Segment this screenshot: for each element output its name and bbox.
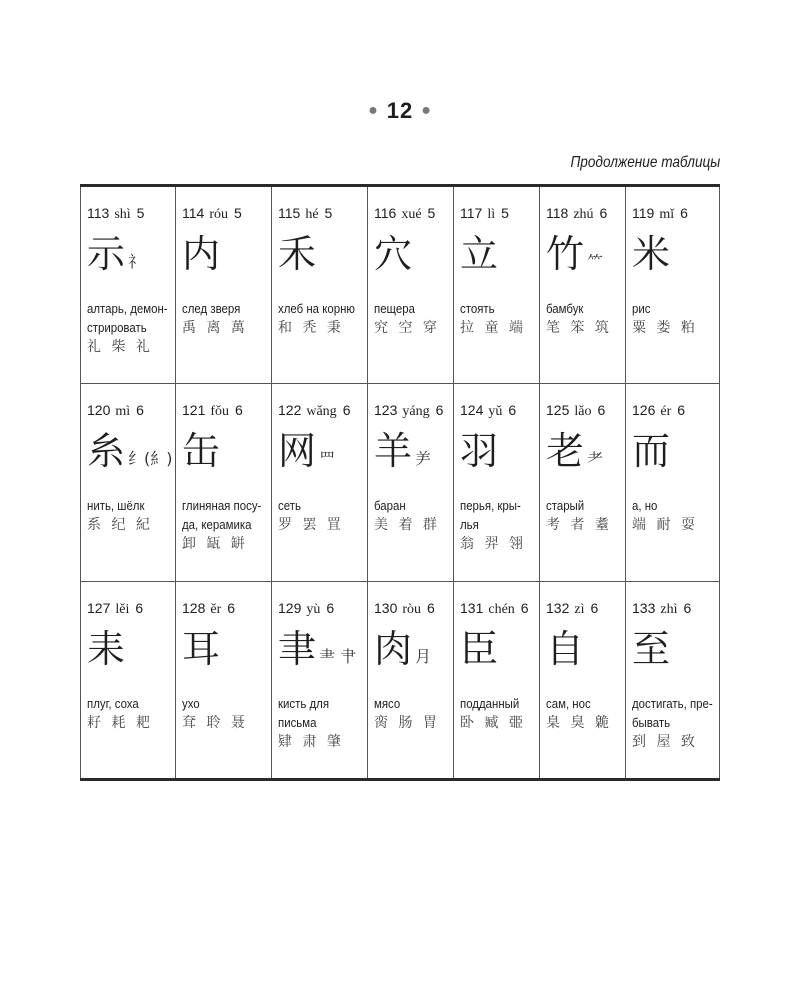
radical-glyph-row: [546, 426, 621, 482]
radical-meaning: пещера: [374, 301, 415, 316]
radical-character: 禾: [278, 232, 317, 276]
radical-pinyin: lěi: [115, 602, 130, 617]
stroke-count: 5: [324, 205, 333, 221]
radical-header: [87, 205, 171, 223]
radical-meaning: баран: [374, 498, 406, 513]
radical-header: [460, 205, 535, 223]
radical-cell: [626, 384, 720, 582]
radical-pinyin: zhì: [660, 602, 678, 617]
radical-glyph-row: [182, 229, 267, 285]
radical-glyph-row: [460, 426, 535, 482]
radical-variant: ⺻ 肀: [319, 647, 357, 666]
radical-glyph-row: [374, 229, 449, 285]
example-characters: 美 着 群: [374, 517, 440, 533]
example-characters: 拉 童 端: [460, 320, 526, 336]
stroke-count: 6: [227, 600, 236, 616]
radical-meaning: сам, нос: [546, 696, 591, 711]
radical-character: 肉: [374, 627, 413, 671]
stroke-count: 6: [520, 600, 529, 616]
example-characters: 臬 臭 臲: [546, 715, 612, 731]
radical-meaning: плуг, соха: [87, 696, 139, 711]
radical-number: 116: [374, 205, 397, 221]
stroke-count: 6: [590, 600, 599, 616]
radical-character: 示: [87, 232, 126, 276]
example-characters: 卸 缻 缾: [182, 536, 248, 552]
radical-glyph-row: [546, 229, 621, 285]
example-characters: 笔 笨 筑: [546, 320, 612, 336]
radical-glyph-row: [632, 229, 715, 285]
radical-header: [632, 205, 715, 223]
radical-cell: [540, 186, 626, 384]
radical-pinyin: ér: [660, 404, 672, 419]
radical-meaning: сеть: [278, 498, 301, 513]
radical-pinyin: fǒu: [210, 404, 230, 419]
radical-number: 113: [87, 205, 110, 221]
radical-character: 糸: [87, 429, 126, 473]
radical-pinyin: ěr: [210, 602, 222, 617]
example-characters: 耔 耗 耙: [87, 715, 153, 731]
radical-character: 穴: [374, 232, 413, 276]
table-row: [81, 186, 720, 384]
radical-glyph-row: [374, 426, 449, 482]
radical-meaning: мясо: [374, 696, 401, 711]
radical-glyph-row: [632, 624, 715, 680]
radical-number: 119: [632, 205, 655, 221]
radical-character: 耳: [182, 627, 221, 671]
table-row: [81, 384, 720, 582]
table-continuation-caption: Продолжение таблицы: [570, 154, 720, 171]
example-characters: 禹 离 萬: [182, 320, 248, 336]
stroke-count: 6: [597, 402, 606, 418]
stroke-count: 6: [135, 600, 144, 616]
radical-cell: [626, 582, 720, 780]
example-characters: 耷 聆 聂: [182, 715, 248, 731]
radical-cell: [368, 582, 454, 780]
radical-header: [182, 205, 267, 223]
radical-character: 米: [632, 232, 671, 276]
radical-number: 131: [460, 600, 484, 616]
example-characters: 考 者 耋: [546, 517, 612, 533]
stroke-count: 5: [234, 205, 242, 221]
radical-pinyin: mǐ: [659, 207, 675, 222]
radical-header: [374, 205, 449, 223]
stroke-count: 6: [136, 402, 144, 418]
radical-meaning: стоять: [460, 301, 495, 316]
radical-glyph-row: [87, 426, 171, 482]
radical-cell: [626, 186, 720, 384]
radical-glyph-row: [460, 229, 535, 285]
radical-cell: [176, 186, 272, 384]
example-characters: 肄 肃 肇: [278, 734, 344, 750]
radical-meaning: достигать, пре-бывать: [632, 696, 713, 730]
radical-character: 老: [546, 429, 585, 473]
radical-pinyin: yǔ: [488, 404, 503, 419]
radical-meaning: рис: [632, 301, 651, 316]
radical-character: 缶: [182, 429, 221, 473]
radical-cell: [540, 582, 626, 780]
radical-header: [182, 600, 267, 618]
radical-glyph-row: [182, 624, 267, 680]
table-row: [81, 582, 720, 780]
radical-header: [182, 402, 267, 420]
radical-cell: [368, 186, 454, 384]
radical-table-body: [81, 186, 720, 780]
radical-variant: 纟(糹): [128, 449, 173, 468]
bullet-icon: ●: [421, 102, 432, 119]
page-number: [0, 98, 800, 124]
radical-pinyin: zì: [574, 602, 585, 617]
radical-meaning: перья, кры-лья: [460, 498, 521, 532]
example-characters: 卧 臧 臦: [460, 715, 526, 731]
radical-meaning: ухо: [182, 696, 200, 711]
example-characters: 系 纪 紀: [87, 517, 153, 533]
radical-character: 耒: [87, 627, 126, 671]
radical-header: [460, 600, 535, 618]
radical-number: 130: [374, 600, 398, 616]
radical-cell: [454, 582, 540, 780]
radical-glyph-row: [374, 624, 449, 680]
radical-cell: [454, 384, 540, 582]
example-characters: 究 空 穿: [374, 320, 440, 336]
radical-number: 127: [87, 600, 111, 616]
stroke-count: 6: [342, 402, 351, 418]
radical-meaning: подданный: [460, 696, 520, 711]
radical-pinyin: róu: [209, 207, 228, 222]
radical-meaning: хлеб на корню: [278, 301, 355, 316]
example-characters: 和 秃 秉: [278, 320, 344, 336]
stroke-count: 5: [427, 205, 436, 221]
radical-header: [278, 600, 363, 618]
stroke-count: 6: [427, 600, 435, 616]
radical-glyph-row: [632, 426, 715, 482]
radical-meaning: а, но: [632, 498, 658, 513]
radical-character: 至: [632, 627, 671, 671]
radical-table: [80, 184, 720, 781]
radical-cell: [454, 186, 540, 384]
radical-glyph-row: [278, 624, 363, 680]
radical-header: [632, 402, 715, 420]
stroke-count: 6: [326, 600, 335, 616]
stroke-count: 6: [235, 402, 243, 418]
radical-number: 128: [182, 600, 206, 616]
radical-header: [87, 402, 171, 420]
radical-cell: [272, 582, 368, 780]
radical-header: [374, 600, 449, 618]
radical-header: [278, 402, 363, 420]
radical-meaning: след зверя: [182, 301, 241, 316]
radical-character: 竹: [546, 232, 585, 276]
radical-glyph-row: [87, 229, 171, 285]
radical-glyph-row: [278, 426, 363, 482]
radical-variant: 罒: [319, 449, 336, 468]
radical-cell: [176, 384, 272, 582]
radical-meaning: старый: [546, 498, 585, 513]
radical-cell: [81, 582, 176, 780]
example-characters: 到 屋 致: [632, 734, 698, 750]
radical-number: 122: [278, 402, 302, 418]
radical-number: 118: [546, 205, 569, 221]
radical-character: 而: [632, 429, 671, 473]
radical-number: 121: [182, 402, 206, 418]
radical-pinyin: yù: [306, 602, 321, 617]
radical-cell: [176, 582, 272, 780]
radical-glyph-row: [460, 624, 535, 680]
example-characters: 翁 羿 翎: [460, 536, 526, 552]
radical-number: 125: [546, 402, 570, 418]
radical-header: [374, 402, 449, 420]
radical-pinyin: yáng: [402, 404, 430, 419]
radical-cell: [272, 186, 368, 384]
radical-variant: 耂: [587, 449, 604, 468]
stroke-count: 6: [677, 402, 686, 418]
radical-number: 120: [87, 402, 111, 418]
radical-character: 聿: [278, 627, 317, 671]
radical-meaning: кисть для письма: [278, 696, 330, 730]
radical-character: 羊: [374, 429, 413, 473]
radical-number: 114: [182, 205, 205, 221]
radical-pinyin: chén: [488, 602, 515, 617]
radical-pinyin: hé: [305, 207, 319, 222]
radical-pinyin: xué: [401, 207, 422, 222]
example-characters: 粟 娄 粕: [632, 320, 698, 336]
radical-number: 124: [460, 402, 484, 418]
stroke-count: 6: [680, 205, 688, 221]
radical-variant: 月: [415, 647, 432, 666]
radical-cell: [81, 186, 176, 384]
radical-pinyin: lì: [487, 207, 496, 222]
radical-character: 立: [460, 232, 499, 276]
bullet-icon: ●: [368, 102, 379, 119]
radical-number: 133: [632, 600, 656, 616]
radical-number: 132: [546, 600, 570, 616]
radical-cell: [272, 384, 368, 582]
radical-pinyin: lǎo: [574, 404, 592, 419]
radical-header: [546, 205, 621, 223]
radical-glyph-row: [182, 426, 267, 482]
radical-number: 117: [460, 205, 483, 221]
radical-header: [546, 600, 621, 618]
page-number-text: 12: [386, 98, 414, 123]
radical-pinyin: shì: [114, 207, 131, 222]
stroke-count: 6: [683, 600, 692, 616]
radical-pinyin: wǎng: [306, 404, 337, 419]
radical-cell: [540, 384, 626, 582]
radical-character: 内: [182, 232, 221, 276]
example-characters: 脔 肠 胃: [374, 715, 440, 731]
radical-header: [460, 402, 535, 420]
radical-number: 126: [632, 402, 656, 418]
example-characters: 罗 罢 罝: [278, 517, 344, 533]
radical-cell: [81, 384, 176, 582]
radical-cell: [368, 384, 454, 582]
stroke-count: 5: [136, 205, 145, 221]
radical-character: 羽: [460, 429, 499, 473]
radical-number: 129: [278, 600, 302, 616]
stroke-count: 6: [508, 402, 517, 418]
radical-character: 自: [546, 627, 585, 671]
radical-character: 网: [278, 429, 317, 473]
radical-header: [87, 600, 171, 618]
radical-glyph-row: [87, 624, 171, 680]
radical-number: 115: [278, 205, 301, 221]
radical-number: 123: [374, 402, 398, 418]
radical-character: 臣: [460, 627, 499, 671]
radical-pinyin: ròu: [402, 602, 422, 617]
radical-meaning: бамбук: [546, 301, 584, 316]
radical-variant: ⺶: [415, 449, 432, 468]
radical-pinyin: zhú: [573, 207, 594, 222]
stroke-count: 6: [599, 205, 608, 221]
radical-glyph-row: [546, 624, 621, 680]
radical-header: [546, 402, 621, 420]
radical-header: [278, 205, 363, 223]
example-characters: 礼 柴 礼: [87, 339, 153, 355]
radical-variant: ⺮: [587, 252, 604, 271]
radical-glyph-row: [278, 229, 363, 285]
radical-meaning: алтарь, демон-стрировать: [87, 301, 168, 335]
radical-meaning: глиняная посу-да, керамика: [182, 498, 262, 532]
example-characters: 端 耐 耍: [632, 517, 698, 533]
radical-header: [632, 600, 715, 618]
radical-variant: 礻: [128, 252, 145, 271]
stroke-count: 5: [501, 205, 509, 221]
stroke-count: 6: [435, 402, 444, 418]
radical-pinyin: mì: [115, 404, 131, 419]
radical-meaning: нить, шёлк: [87, 498, 145, 513]
